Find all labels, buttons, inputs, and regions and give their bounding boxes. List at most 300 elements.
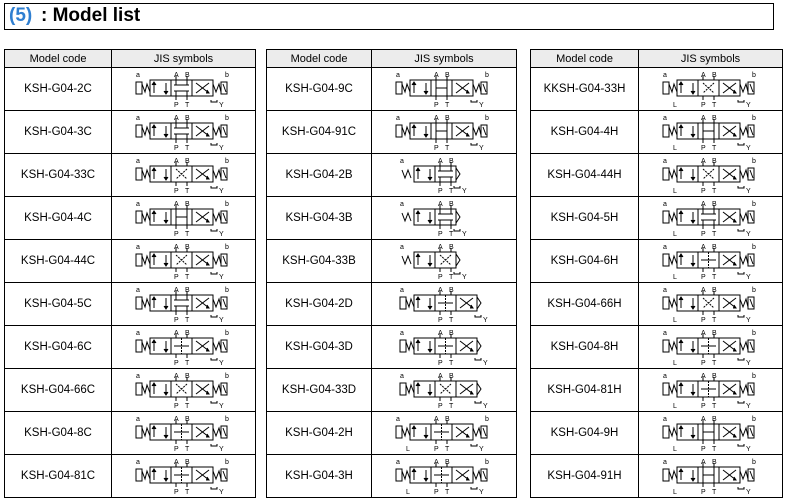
jis-symbol-cell xyxy=(639,283,783,326)
table-row xyxy=(5,111,256,154)
port-label-P: P xyxy=(438,360,443,367)
solenoid-left xyxy=(136,125,142,137)
solenoid-left xyxy=(400,297,406,309)
section-number: (5) xyxy=(9,5,33,26)
port-label-a: a xyxy=(662,244,667,251)
jis-symbol-cell xyxy=(639,154,783,197)
port-label-B: B xyxy=(449,373,454,380)
port-label-B: B xyxy=(449,330,454,337)
solenoid-left xyxy=(396,469,402,481)
table-header-row xyxy=(267,50,517,68)
solenoid-left xyxy=(663,383,669,395)
port-label-L: L xyxy=(672,102,677,109)
table-row xyxy=(267,240,517,283)
port-label-P: P xyxy=(173,489,179,496)
port-label-b: b xyxy=(751,201,756,208)
jis-symbol-cell xyxy=(639,412,783,455)
jis-symbol-cell xyxy=(372,326,517,369)
model-code-cell: KSH-G04-9H xyxy=(531,412,639,455)
port-label-B: B xyxy=(184,459,190,466)
port-label-Y: Y xyxy=(218,274,224,281)
port-label-b: b xyxy=(224,459,229,466)
solenoid-left xyxy=(663,469,669,481)
jis-valve-symbol-icon xyxy=(124,413,244,453)
port-label-a: a xyxy=(135,115,140,122)
jis-symbol-cell xyxy=(112,326,256,369)
port-label-P: P xyxy=(700,145,706,152)
table-row xyxy=(267,197,517,240)
port-label-B: B xyxy=(711,373,717,380)
table-row xyxy=(267,412,517,455)
solenoid-left xyxy=(663,426,669,438)
port-label-Y: Y xyxy=(745,360,751,367)
port-label-T: T xyxy=(449,188,454,195)
port-label-Y: Y xyxy=(462,274,467,281)
model-code-cell: KSH-G04-3H xyxy=(267,455,372,498)
port-label-a: a xyxy=(662,115,667,122)
model-code-cell: KSH-G04-2B xyxy=(267,154,372,197)
port-label-A: A xyxy=(173,459,179,466)
model-code-cell: KSH-G04-81C xyxy=(5,455,112,498)
jis-valve-symbol-icon xyxy=(651,370,771,410)
table-row xyxy=(5,154,256,197)
jis-symbol-cell xyxy=(372,154,517,197)
port-label-T: T xyxy=(184,360,189,367)
port-label-T: T xyxy=(711,188,716,195)
port-label-A: A xyxy=(434,115,439,122)
port-label-A: A xyxy=(438,201,443,208)
port-label-b: b xyxy=(751,158,756,165)
jis-symbol-cell xyxy=(372,412,517,455)
model-code-cell: KSH-G04-81H xyxy=(531,369,639,412)
port-label-Y: Y xyxy=(479,489,484,496)
table-row xyxy=(5,326,256,369)
model-code-cell: KSH-G04-3B xyxy=(267,197,372,240)
port-label-Y: Y xyxy=(745,489,751,496)
port-label-B: B xyxy=(711,287,717,294)
jis-symbol-cell xyxy=(112,455,256,498)
solenoid-left xyxy=(136,82,142,94)
header-model-code: Model code xyxy=(5,50,112,68)
model-code-cell: KSH-G04-3D xyxy=(267,326,372,369)
jis-symbol-cell xyxy=(639,111,783,154)
port-label-A: A xyxy=(438,330,443,337)
port-label-T: T xyxy=(711,446,716,453)
port-label-T: T xyxy=(184,231,189,238)
port-label-b: b xyxy=(485,72,489,79)
port-label-B: B xyxy=(449,158,454,165)
model-table-2 xyxy=(266,49,517,498)
jis-valve-symbol-icon xyxy=(651,112,771,152)
port-label-a: a xyxy=(135,373,140,380)
table-row xyxy=(267,326,517,369)
solenoid-left xyxy=(136,297,142,309)
table-row xyxy=(531,68,783,111)
port-label-B: B xyxy=(184,72,190,79)
jis-symbol-cell xyxy=(372,455,517,498)
port-label-Y: Y xyxy=(483,317,488,324)
port-label-Y: Y xyxy=(462,231,467,238)
port-label-P: P xyxy=(438,403,443,410)
table-header-row xyxy=(5,50,256,68)
solenoid-left xyxy=(136,383,142,395)
valve-envelope xyxy=(171,123,192,139)
jis-symbol-cell xyxy=(639,369,783,412)
port-label-T: T xyxy=(711,360,716,367)
port-label-T: T xyxy=(449,403,454,410)
port-label-A: A xyxy=(173,115,179,122)
port-label-B: B xyxy=(445,115,450,122)
port-label-P: P xyxy=(434,489,439,496)
jis-valve-symbol-icon xyxy=(384,155,504,195)
port-label-T: T xyxy=(711,145,716,152)
jis-symbol-cell xyxy=(112,369,256,412)
table-row xyxy=(531,240,783,283)
port-label-P: P xyxy=(173,446,179,453)
port-label-b: b xyxy=(485,115,489,122)
port-label-A: A xyxy=(700,244,706,251)
model-code-cell: KSH-G04-33B xyxy=(267,240,372,283)
port-label-B: B xyxy=(711,459,717,466)
port-label-B: B xyxy=(449,287,454,294)
jis-valve-symbol-icon xyxy=(124,284,244,324)
jis-valve-symbol-icon xyxy=(124,327,244,367)
port-label-A: A xyxy=(173,287,179,294)
port-label-Y: Y xyxy=(218,231,224,238)
port-label-A: A xyxy=(438,244,443,251)
jis-valve-symbol-icon xyxy=(384,69,504,109)
jis-valve-symbol-icon xyxy=(384,198,504,238)
port-label-b: b xyxy=(224,158,229,165)
port-label-a: a xyxy=(135,158,140,165)
jis-valve-symbol-icon xyxy=(124,370,244,410)
port-label-a: a xyxy=(400,287,404,294)
port-label-T: T xyxy=(711,489,716,496)
port-label-P: P xyxy=(173,274,179,281)
port-label-a: a xyxy=(400,373,404,380)
port-label-Y: Y xyxy=(218,360,224,367)
jis-valve-symbol-icon xyxy=(651,456,771,496)
port-label-A: A xyxy=(438,287,443,294)
port-label-A: A xyxy=(700,459,706,466)
port-label-P: P xyxy=(434,102,439,109)
port-label-T: T xyxy=(445,489,450,496)
port-label-P: P xyxy=(438,188,443,195)
jis-valve-symbol-icon xyxy=(651,284,771,324)
table-row xyxy=(5,197,256,240)
port-label-Y: Y xyxy=(745,403,751,410)
solenoid-left xyxy=(663,254,669,266)
port-label-Y: Y xyxy=(745,317,751,324)
port-label-Y: Y xyxy=(745,231,751,238)
valve-envelope xyxy=(698,209,719,225)
port-label-Y: Y xyxy=(745,188,751,195)
jis-symbol-cell xyxy=(372,111,517,154)
port-label-a: a xyxy=(135,459,140,466)
jis-valve-symbol-icon xyxy=(124,112,244,152)
port-label-a: a xyxy=(396,72,400,79)
port-label-A: A xyxy=(438,373,443,380)
solenoid-left xyxy=(663,297,669,309)
table-row xyxy=(531,412,783,455)
valve-envelope xyxy=(171,80,192,96)
table-row xyxy=(5,240,256,283)
jis-valve-symbol-icon xyxy=(384,284,504,324)
port-label-T: T xyxy=(445,102,450,109)
port-label-B: B xyxy=(184,201,190,208)
port-label-T: T xyxy=(184,102,189,109)
jis-valve-symbol-icon xyxy=(384,327,504,367)
port-label-a: a xyxy=(135,287,140,294)
jis-symbol-cell xyxy=(639,455,783,498)
port-label-P: P xyxy=(434,145,439,152)
model-code-cell: KSH-G04-33C xyxy=(5,154,112,197)
port-label-a: a xyxy=(662,373,667,380)
port-label-b: b xyxy=(485,416,489,423)
port-label-B: B xyxy=(711,330,717,337)
port-label-L: L xyxy=(406,489,410,496)
port-label-P: P xyxy=(173,102,179,109)
port-label-L: L xyxy=(672,403,677,410)
port-label-P: P xyxy=(173,188,179,195)
table-row xyxy=(531,197,783,240)
port-label-b: b xyxy=(224,201,229,208)
port-label-L: L xyxy=(672,145,677,152)
port-label-P: P xyxy=(700,188,706,195)
table-row xyxy=(267,283,517,326)
section-title-bar xyxy=(4,3,774,30)
port-label-L: L xyxy=(672,274,677,281)
valve-envelope xyxy=(435,209,456,225)
model-code-cell: KSH-G04-4H xyxy=(531,111,639,154)
port-label-Y: Y xyxy=(745,446,751,453)
port-label-B: B xyxy=(711,115,717,122)
jis-symbol-cell xyxy=(639,326,783,369)
port-label-T: T xyxy=(711,231,716,238)
port-label-P: P xyxy=(173,403,179,410)
port-label-Y: Y xyxy=(745,145,751,152)
table-row xyxy=(5,455,256,498)
header-jis-symbols: JIS symbols xyxy=(112,50,256,68)
jis-symbol-cell xyxy=(639,240,783,283)
table-row xyxy=(267,369,517,412)
port-label-a: a xyxy=(662,158,667,165)
port-label-B: B xyxy=(184,416,190,423)
jis-symbol-cell xyxy=(112,154,256,197)
model-code-cell: KSH-G04-5C xyxy=(5,283,112,326)
port-label-B: B xyxy=(445,72,450,79)
port-label-a: a xyxy=(662,416,667,423)
table-row xyxy=(531,111,783,154)
model-code-cell: KSH-G04-6C xyxy=(5,326,112,369)
solenoid-left xyxy=(663,340,669,352)
model-code-cell: KSH-G04-66C xyxy=(5,369,112,412)
port-label-P: P xyxy=(700,231,706,238)
model-table-3 xyxy=(530,49,783,498)
port-label-P: P xyxy=(434,446,439,453)
solenoid-left xyxy=(136,211,142,223)
jis-symbol-cell xyxy=(112,197,256,240)
solenoid-left xyxy=(136,254,142,266)
jis-symbol-cell xyxy=(372,369,517,412)
port-label-A: A xyxy=(173,201,179,208)
jis-symbol-cell xyxy=(112,68,256,111)
port-label-A: A xyxy=(173,330,179,337)
port-label-T: T xyxy=(184,274,189,281)
port-label-T: T xyxy=(449,360,454,367)
solenoid-left xyxy=(663,211,669,223)
port-label-A: A xyxy=(173,158,179,165)
port-label-b: b xyxy=(751,330,756,337)
port-label-a: a xyxy=(662,459,667,466)
model-table-1 xyxy=(4,49,256,498)
jis-symbol-cell xyxy=(372,68,517,111)
jis-valve-symbol-icon xyxy=(651,327,771,367)
port-label-B: B xyxy=(449,201,454,208)
port-label-B: B xyxy=(445,416,450,423)
jis-symbol-cell xyxy=(372,283,517,326)
model-code-cell: KSH-G04-9C xyxy=(267,68,372,111)
table-header-row xyxy=(531,50,783,68)
jis-valve-symbol-icon xyxy=(124,456,244,496)
port-label-L: L xyxy=(672,317,677,324)
solenoid-left xyxy=(396,125,402,137)
model-code-cell: KSH-G04-91H xyxy=(531,455,639,498)
port-label-a: a xyxy=(135,416,140,423)
model-code-cell: KSH-G04-33D xyxy=(267,369,372,412)
table-row xyxy=(531,154,783,197)
port-label-a: a xyxy=(135,72,140,79)
port-label-b: b xyxy=(751,287,756,294)
port-label-P: P xyxy=(438,274,443,281)
port-label-A: A xyxy=(700,72,706,79)
table-row xyxy=(531,283,783,326)
port-label-B: B xyxy=(711,158,717,165)
port-label-L: L xyxy=(672,188,677,195)
port-label-B: B xyxy=(711,72,717,79)
port-label-P: P xyxy=(173,360,179,367)
model-code-cell: KSH-G04-8C xyxy=(5,412,112,455)
jis-valve-symbol-icon xyxy=(124,241,244,281)
port-label-L: L xyxy=(672,489,677,496)
jis-symbol-cell xyxy=(639,197,783,240)
table-row xyxy=(531,455,783,498)
port-label-b: b xyxy=(751,72,756,79)
table-row xyxy=(5,283,256,326)
port-label-Y: Y xyxy=(483,360,488,367)
port-label-b: b xyxy=(485,459,489,466)
port-label-B: B xyxy=(711,416,717,423)
port-label-Y: Y xyxy=(479,145,484,152)
port-label-b: b xyxy=(224,330,229,337)
port-label-T: T xyxy=(449,231,454,238)
solenoid-left xyxy=(663,125,669,137)
port-label-P: P xyxy=(700,274,706,281)
port-label-P: P xyxy=(173,317,179,324)
model-code-cell: KSH-G04-4C xyxy=(5,197,112,240)
model-code-cell: KSH-G04-5H xyxy=(531,197,639,240)
port-label-P: P xyxy=(700,317,706,324)
jis-valve-symbol-icon xyxy=(124,69,244,109)
port-label-A: A xyxy=(173,244,179,251)
jis-symbol-cell xyxy=(112,283,256,326)
model-code-cell: KSH-G04-6H xyxy=(531,240,639,283)
port-label-A: A xyxy=(700,115,706,122)
model-code-cell: KSH-G04-91C xyxy=(267,111,372,154)
port-label-L: L xyxy=(672,446,677,453)
header-model-code: Model code xyxy=(531,50,639,68)
port-label-T: T xyxy=(711,102,716,109)
port-label-b: b xyxy=(224,244,229,251)
port-label-b: b xyxy=(751,115,756,122)
model-code-cell: KSH-G04-3C xyxy=(5,111,112,154)
port-label-T: T xyxy=(445,145,450,152)
port-label-P: P xyxy=(700,360,706,367)
port-label-A: A xyxy=(700,287,706,294)
header-jis-symbols: JIS symbols xyxy=(372,50,517,68)
port-label-P: P xyxy=(700,403,706,410)
port-label-T: T xyxy=(711,403,716,410)
port-label-Y: Y xyxy=(218,102,224,109)
port-label-T: T xyxy=(184,188,189,195)
port-label-A: A xyxy=(173,72,179,79)
model-code-cell: KKSH-G04-33H xyxy=(531,68,639,111)
port-label-P: P xyxy=(438,231,443,238)
port-label-P: P xyxy=(438,317,443,324)
port-label-T: T xyxy=(711,274,716,281)
jis-symbol-cell xyxy=(112,412,256,455)
port-label-L: L xyxy=(406,446,410,453)
port-label-a: a xyxy=(662,287,667,294)
port-label-P: P xyxy=(173,145,179,152)
model-code-cell: KSH-G04-2H xyxy=(267,412,372,455)
port-label-Y: Y xyxy=(745,102,751,109)
solenoid-left xyxy=(136,426,142,438)
model-code-cell: KSH-G04-44H xyxy=(531,154,639,197)
model-code-cell: KSH-G04-44C xyxy=(5,240,112,283)
table-row xyxy=(5,68,256,111)
jis-symbol-cell xyxy=(639,68,783,111)
port-label-A: A xyxy=(700,416,706,423)
solenoid-left xyxy=(396,426,402,438)
port-label-b: b xyxy=(751,244,756,251)
jis-valve-symbol-icon xyxy=(651,198,771,238)
port-label-b: b xyxy=(751,459,756,466)
port-label-P: P xyxy=(700,102,706,109)
valve-envelope xyxy=(435,166,456,182)
port-label-P: P xyxy=(700,446,706,453)
port-label-B: B xyxy=(449,244,454,251)
port-label-Y: Y xyxy=(218,188,224,195)
solenoid-left xyxy=(663,82,669,94)
jis-symbol-cell xyxy=(372,197,517,240)
port-label-A: A xyxy=(700,330,706,337)
port-label-T: T xyxy=(711,317,716,324)
valve-envelope xyxy=(171,295,192,311)
port-label-T: T xyxy=(449,317,454,324)
port-label-a: a xyxy=(135,201,140,208)
port-label-B: B xyxy=(445,459,450,466)
jis-symbol-cell xyxy=(112,111,256,154)
port-label-a: a xyxy=(135,244,140,251)
jis-valve-symbol-icon xyxy=(651,413,771,453)
port-label-B: B xyxy=(184,115,190,122)
jis-valve-symbol-icon xyxy=(384,112,504,152)
header-jis-symbols: JIS symbols xyxy=(639,50,783,68)
port-label-T: T xyxy=(449,274,454,281)
table-row xyxy=(267,455,517,498)
jis-valve-symbol-icon xyxy=(384,413,504,453)
